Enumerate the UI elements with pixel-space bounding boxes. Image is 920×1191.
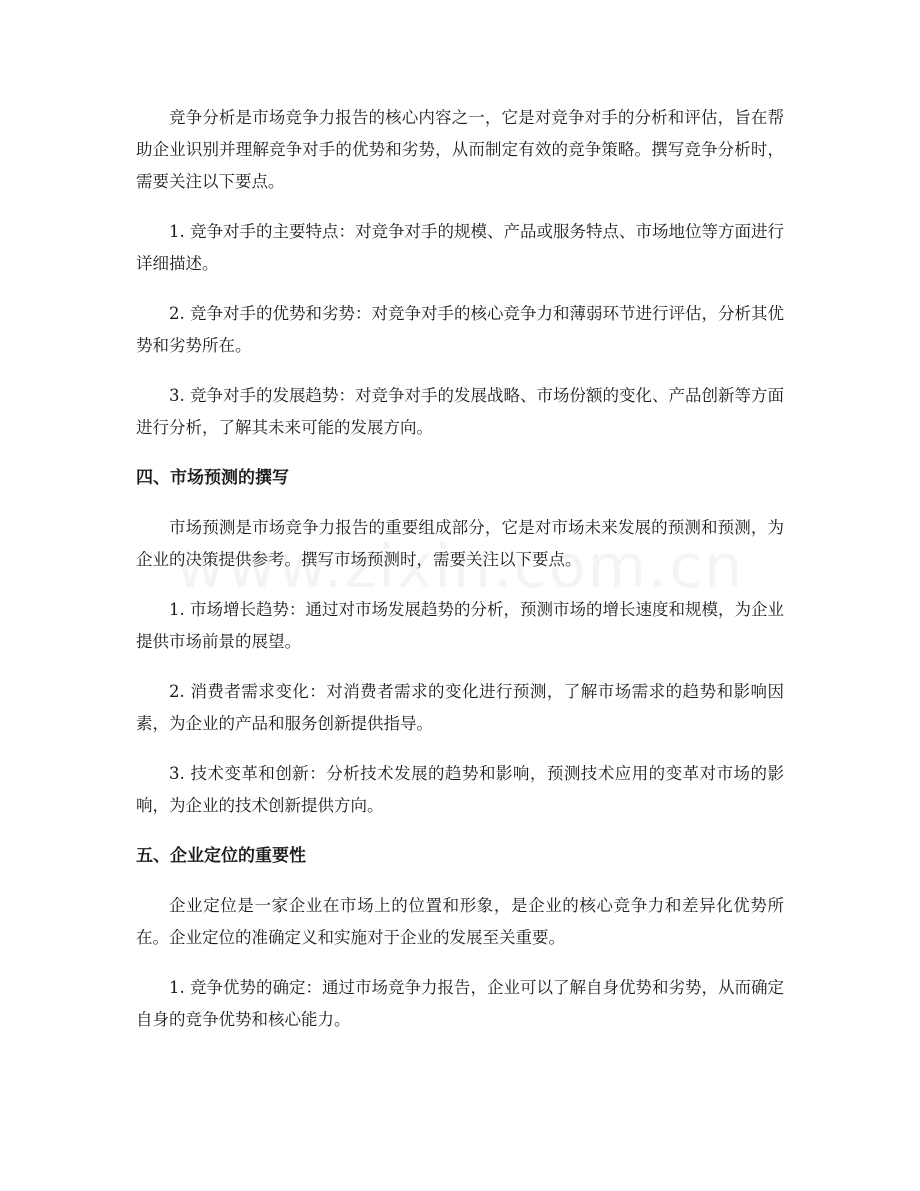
list-item-competitor-strengths: 2. 竞争对手的优势和劣势：对竞争对手的核心竞争力和薄弱环节进行评估，分析其优势和劣势所在。 xyxy=(136,304,784,355)
paragraph-competition-intro: 竞争分析是市场竞争力报告的核心内容之一，它是对竞争对手的分析和评估，旨在帮助企业识别并理解竞争对手的优势和劣势，从而制定有效的竞争策略。撰写竞争分析时，需要关注以下要点。 xyxy=(136,108,784,191)
list-item-consumer-demand: 2. 消费者需求变化：对消费者需求的变化进行预测，了解市场需求的趋势和影响因素，为企业的产品和服务创新提供指导。 xyxy=(136,682,784,733)
section-heading-market-forecast: 四、市场预测的撰写 xyxy=(136,468,289,488)
list-item-competitor-features: 1. 竞争对手的主要特点：对竞争对手的规模、产品或服务特点、市场地位等方面进行详细描述。 xyxy=(136,222,784,273)
section-heading-positioning: 五、企业定位的重要性 xyxy=(136,846,306,866)
paragraph-positioning-intro: 企业定位是一家企业在市场上的位置和形象，是企业的核心竞争力和差异化优势所在。企业定位的准确定义和实施对于企业的发展至关重要。 xyxy=(136,896,784,947)
list-item-market-growth: 1. 市场增长趋势：通过对市场发展趋势的分析，预测市场的增长速度和规模，为企业提供市场前景的展望。 xyxy=(136,600,784,651)
paragraph-forecast-intro: 市场预测是市场竞争力报告的重要组成部分，它是对市场未来发展的预测和预测，为企业的决策提供参考。撰写市场预测时，需要关注以下要点。 xyxy=(136,518,784,569)
list-item-competitive-advantage: 1. 竞争优势的确定：通过市场竞争力报告，企业可以了解自身优势和劣势，从而确定自身的竞争优势和核心能力。 xyxy=(136,978,784,1029)
list-item-tech-change: 3. 技术变革和创新：分析技术发展的趋势和影响，预测技术应用的变革对市场的影响，为企业的技术创新提供方向。 xyxy=(136,764,784,815)
document-body xyxy=(136,102,784,1054)
list-item-competitor-trends: 3. 竞争对手的发展趋势：对竞争对手的发展战略、市场份额的变化、产品创新等方面进行分析，了解其未来可能的发展方向。 xyxy=(136,386,784,437)
